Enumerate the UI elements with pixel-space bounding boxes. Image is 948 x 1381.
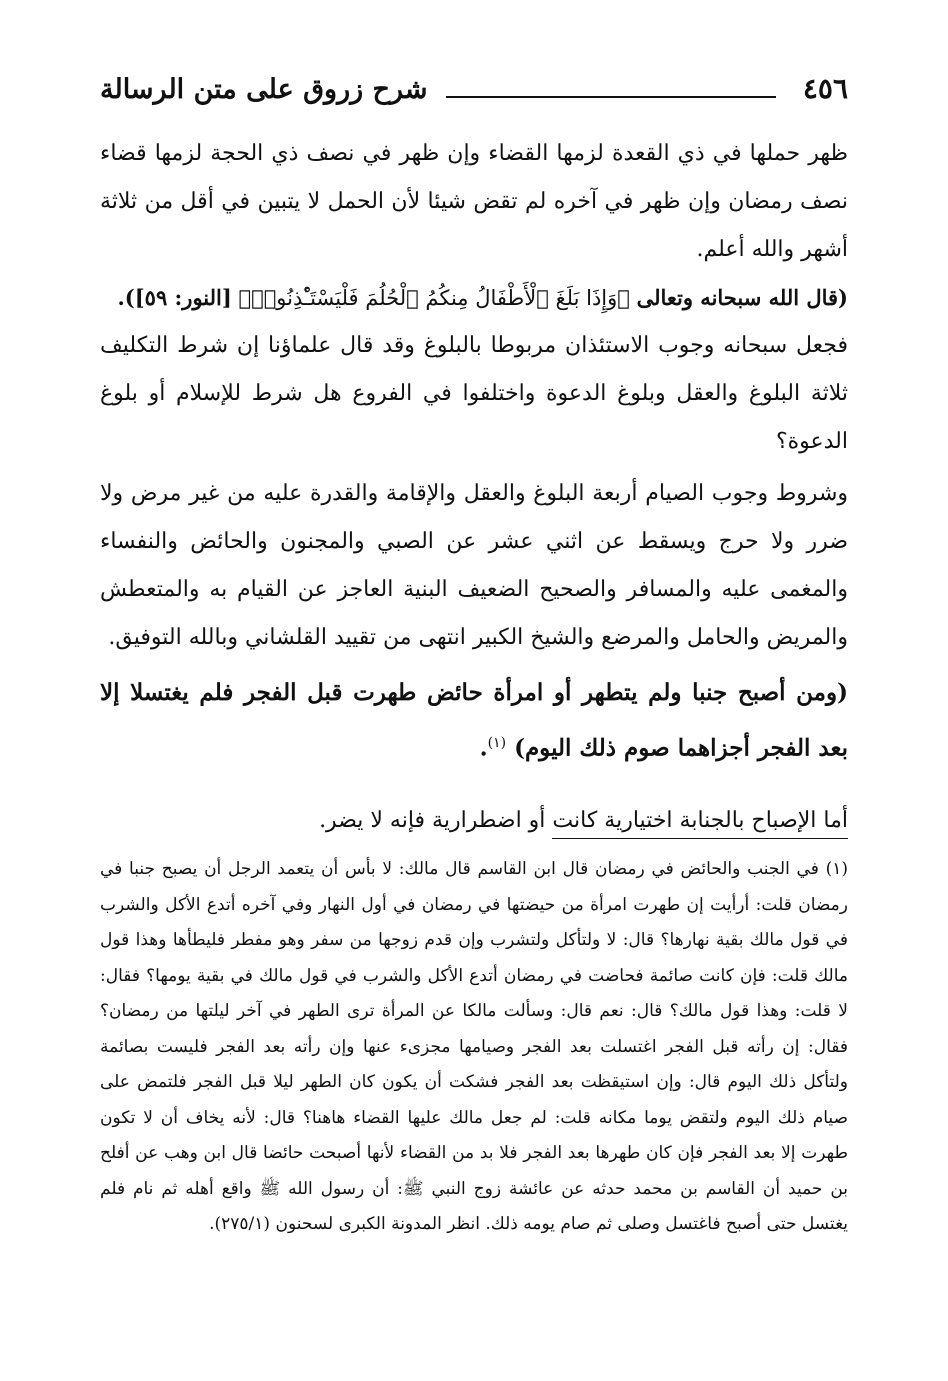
footnote-rule <box>552 838 848 839</box>
paragraph-5: أما الإصباح بالجنابة اختيارية كانت أو اضطرارية فإنه لا يضر. <box>319 807 848 833</box>
page-number: ٤٥٦ <box>802 72 848 105</box>
matn-paragraph <box>100 668 848 774</box>
footnote-reference: (١) <box>487 735 507 751</box>
quran-verse-line <box>100 274 848 322</box>
header-rule <box>446 96 776 98</box>
verse-reference: [النور: ٥٩]). <box>117 285 232 310</box>
matn-text: (ومن أصبح جنبا ولم يتطهر أو امرأة حائض طهرت قبل الفجر فلم يغتسلا إلا بعد الفجر أجزاهما صوم ذلك اليوم) <box>100 679 848 762</box>
paragraph-1: ظهر حملها في ذي القعدة لزمها القضاء وإن ظهر في نصف ذي الحجة لزمها قضاء نصف رمضان وإن ظهر في آخره لم تقض شيئا لأن الحمل لا يتبين في أقل من ثلاثة أشهر والله أعلم. <box>100 141 848 262</box>
paragraph-3: وشروط وجوب الصيام أربعة البلوغ والعقل والإقامة والقدرة عليه من غير مرض ولا ضرر ولا حرج ويسقط عن اثني عشر عن الصبي والمجنون والحائض والنفساء والمغمى عليه والمسافر والصحيح الضعيف البنية العاجز عن القيام به والمتعطش والمريض والحامل والمرضع والشيخ الكبير انتهى من تقييد القلشاني وبالله التوفيق. <box>100 481 848 650</box>
main-text <box>100 130 848 845</box>
running-title: شرح زروق على متن الرسالة <box>100 74 428 105</box>
footnote: (١) في الجنب والحائض في رمضان قال ابن القاسم قال مالك: لا بأس أن يتعمد الرجل أن يصبح جنبا في رمضان قلت: أرأيت إن طهرت امرأة من حيضتها في رمضان في أول النهار وفي آخره أتدع الأكل والشرب في قول مالك بقية نهارها؟ قال: لا ولتأكل ولتشرب وإن قدم زوجها من سفر وهو مفطر فليطأها وهذا قول مالك قلت: فإن كانت صائمة فحاضت في رمضان أتدع الأكل والشرب في قول مالك في بقية يومها؟ فقال: لا قلت: وهذا قول مالك؟ قال: نعم قال: وسألت مالكا عن المرأة ترى الطهر في آخر ليلتها من رمضان؟ فقال: إن رأته قبل الفجر اغتسلت بعد الفجر وصيامها مجزىء عنها وإن رأته بعد الفجر فليست بصائمة ولتأكل ذلك اليوم قال: وإن استيقظت بعد الفجر فشكت أن يكون كان الطهر ليلا قبل الفجر فلتمض على صيام ذلك اليوم ولتقض يوما مكانه قلت: لم جعل مالك عليها القضاء هاهنا؟ قال: لأنه يخاف أن لا تكون طهرت إلا بعد الفجر فإن كان طهرها بعد الفجر فلا بد من القضاء لأنها أصبحت حائضا قال ابن وهب عن أفلح بن حميد أن القاسم بن محمد حدثه عن عائشة زوج النبي ﷺ: أن رسول الله ﷺ واقع أهله ثم نام فلم يغتسل حتى أصبح فاغتسل وصلى ثم صام يومه ذلك. انظر المدونة الكبرى لسحنون (٢٧٥/١). <box>100 859 848 1234</box>
verse-text: ﴿وَإِذَا بَلَغَ ٱلْأَطْفَالُ مِنكُمُ ٱلْحُلُمَ فَلْيَسْتَـْٔذِنُوا۟﴾ <box>238 286 630 310</box>
page-header <box>100 70 848 114</box>
verse-intro: (قال الله سبحانه وتعالى <box>636 285 848 310</box>
paragraph-2: فجعل سبحانه وجوب الاستئذان مربوطا بالبلوغ وقد قال علماؤنا إن شرط التكليف ثلاثة البلوغ والعقل وبلوغ الدعوة واختلفوا في الفروع هل شرط للإسلام أو بلوغ الدعوة؟ <box>100 333 848 454</box>
matn-end: . <box>479 734 488 762</box>
